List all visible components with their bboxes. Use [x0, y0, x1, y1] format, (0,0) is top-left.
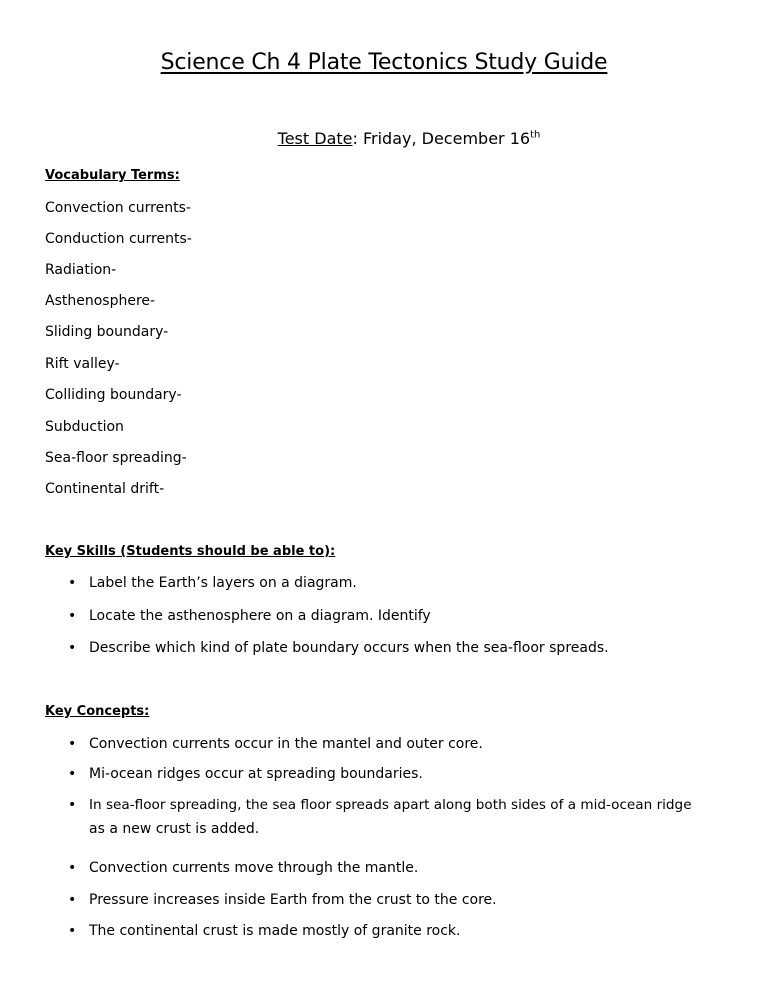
vocab-term: Conduction currents- [45, 231, 192, 247]
bullet-icon: • [68, 736, 77, 752]
vocab-term: Radiation- [45, 262, 117, 278]
bullet-icon: • [68, 766, 77, 782]
list-item-text: Pressure increases inside Earth from the crust to the core. [89, 892, 497, 908]
test-date [0, 129, 768, 148]
vocab-term: Sliding boundary- [45, 324, 169, 340]
bullet-icon: • [68, 923, 77, 939]
key-concepts-heading: Key Concepts: [45, 704, 150, 719]
list-item-text-continued: as a new crust is added. [89, 821, 260, 837]
list-item-text: In sea-floor spreading, the sea floor spreads apart along both sides of a mid-ocean ridge [89, 797, 692, 813]
list-item-text: Describe which kind of plate boundary occurs when the sea-floor spreads. [89, 640, 609, 656]
list-item-text: Mi-ocean ridges occur at spreading boundaries. [89, 766, 423, 782]
test-date-label: Test Date [277, 129, 353, 148]
test-date-suffix: th [530, 129, 541, 141]
page-title: Science Ch 4 Plate Tectonics Study Guide [160, 50, 608, 75]
bullet-icon: • [68, 860, 77, 876]
vocabulary-heading: Vocabulary Terms: [45, 168, 180, 183]
vocab-term: Colliding boundary- [45, 387, 182, 403]
vocab-term: Continental drift- [45, 481, 165, 497]
list-item-text: The continental crust is made mostly of granite rock. [89, 923, 461, 939]
list-item-text: Convection currents occur in the mantel and outer core. [89, 736, 483, 752]
list-item-text: Label the Earth’s layers on a diagram. [89, 575, 357, 591]
vocab-term: Convection currents- [45, 200, 191, 216]
vocab-term: Subduction [45, 419, 124, 435]
bullet-icon: • [68, 640, 77, 656]
bullet-icon: • [68, 575, 77, 591]
vocab-term: Sea-floor spreading- [45, 450, 187, 466]
vocab-term: Rift valley- [45, 356, 120, 372]
key-skills-heading: Key Skills (Students should be able to): [45, 544, 336, 559]
vocab-term: Asthenosphere- [45, 293, 156, 309]
bullet-icon: • [68, 892, 77, 908]
test-date-value: : Friday, December 16 [352, 129, 531, 148]
list-item-text: Locate the asthenosphere on a diagram. Identify [89, 608, 431, 624]
list-item-text: Convection currents move through the mantle. [89, 860, 419, 876]
bullet-icon: • [68, 608, 77, 624]
bullet-icon: • [68, 797, 77, 813]
